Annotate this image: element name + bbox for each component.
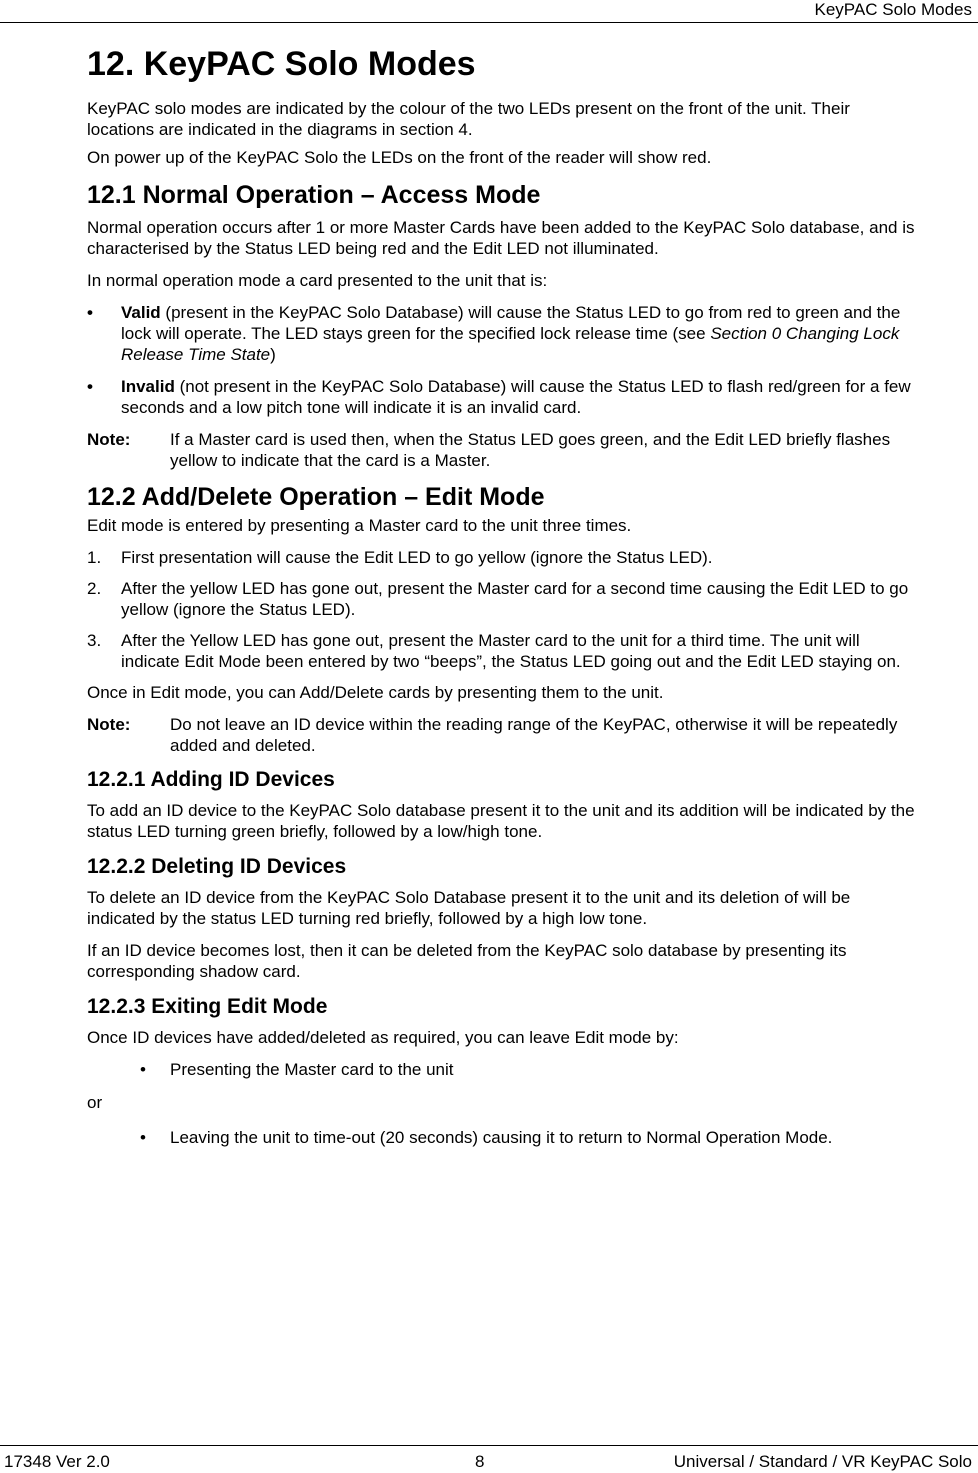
exit-option-bullet <box>87 1127 919 1148</box>
adding-devices-paragraph: To add an ID device to the KeyPAC Solo database present it to the unit and its addition will be indicated by the status LED turning green briefly, followed by a low/high tone. <box>87 801 915 841</box>
section-12-2-heading: 12.2 Add/Delete Operation – Edit Mode <box>87 483 545 511</box>
valid-label: Valid <box>121 303 161 322</box>
step-item <box>87 578 919 620</box>
step-item <box>87 547 919 568</box>
step-number: 1. <box>87 548 102 567</box>
page-title: 12. KeyPAC Solo Modes <box>87 45 476 83</box>
deleting-devices-paragraph: To delete an ID device from the KeyPAC Solo Database present it to the unit and its deletion of will be indicated by the status LED turning red briefly, followed by a high low tone. <box>87 888 851 928</box>
product-name: Universal / Standard / VR KeyPAC Solo <box>673 1452 972 1471</box>
running-header: KeyPAC Solo Modes <box>814 0 972 19</box>
master-card-note <box>87 429 919 471</box>
invalid-label: Invalid <box>121 377 175 396</box>
note-label: Note: <box>87 430 131 449</box>
exit-option-text: Leaving the unit to time-out (20 seconds) causing it to return to Normal Operation Mode. <box>170 1128 833 1147</box>
page-content <box>87 40 919 1160</box>
document-version: 17348 Ver 2.0 <box>4 1452 110 1471</box>
normal-operation-paragraph: Normal operation occurs after 1 or more Master Cards have been added to the KeyPAC Solo database, and is characterised by the Status LED being red and the Edit LED not illuminated. <box>87 218 915 258</box>
page-number: 8 <box>475 1452 485 1471</box>
exit-option-text: Presenting the Master card to the unit <box>170 1060 454 1079</box>
bullet-mark: • <box>87 377 93 396</box>
valid-card-bullet <box>87 302 919 365</box>
section-12-2-3-heading: 12.2.3 Exiting Edit Mode <box>87 995 328 1018</box>
invalid-text: (not present in the KeyPAC Solo Database) will cause the Status LED to flash red/green for a few seconds and a low pitch tone will indicate it is an invalid card. <box>121 377 911 417</box>
invalid-card-bullet <box>87 376 919 418</box>
bullet-mark: • <box>140 1128 146 1147</box>
edit-mode-paragraph: Once in Edit mode, you can Add/Delete cards by presenting them to the unit. <box>87 683 664 702</box>
intro-paragraph-1: KeyPAC solo modes are indicated by the colour of the two LEDs present on the front of the unit. Their locations are indicated in the diagrams in section 4. <box>87 99 850 139</box>
note-label: Note: <box>87 715 131 734</box>
section-12-1-heading: 12.1 Normal Operation – Access Mode <box>87 181 541 209</box>
edit-mode-lead: Edit mode is entered by presenting a Master card to the unit three times. <box>87 516 632 535</box>
step-number: 3. <box>87 631 102 650</box>
section-12-2-1-heading: 12.2.1 Adding ID Devices <box>87 768 335 791</box>
header-divider <box>0 22 978 23</box>
lost-device-paragraph: If an ID device becomes lost, then it can be deleted from the KeyPAC solo database by presenting its corresponding shadow card. <box>87 941 847 981</box>
footer-divider <box>0 1445 978 1446</box>
step-item <box>87 630 919 672</box>
or-separator: or <box>87 1093 103 1112</box>
step-text: After the yellow LED has gone out, present the Master card for a second time causing the Edit LED to go yellow (ignore the Status LED). <box>121 579 909 619</box>
bullet-mark: • <box>140 1060 146 1079</box>
bullet-mark: • <box>87 303 93 322</box>
exit-edit-lead: Once ID devices have added/deleted as required, you can leave Edit mode by: <box>87 1028 679 1047</box>
note-text: Do not leave an ID device within the reading range of the KeyPAC, otherwise it will be repeatedly added and deleted. <box>170 715 898 755</box>
section-12-2-2-heading: 12.2.2 Deleting ID Devices <box>87 855 347 878</box>
step-text: First presentation will cause the Edit LED to go yellow (ignore the Status LED). <box>121 548 713 567</box>
normal-operation-lead: In normal operation mode a card presented to the unit that is: <box>87 271 548 290</box>
exit-option-bullet <box>87 1059 919 1080</box>
valid-text: (present in the KeyPAC Solo Database) will cause the Status LED to go from red to green and the lock will operate. The LED stays green for the specified lock release time (see <box>121 303 901 343</box>
section-reference-link[interactable]: Section 0 Changing Lock Release Time State <box>121 324 900 364</box>
valid-tail: ) <box>270 345 276 364</box>
step-text: After the Yellow LED has gone out, present the Master card to the unit for a third time. The unit will indicate Edit Mode been entered by two “beeps”, the Status LED going out and the Edit LED staying on. <box>121 631 901 671</box>
reading-range-note <box>87 714 919 756</box>
intro-paragraph-2: On power up of the KeyPAC Solo the LEDs on the front of the reader will show red. <box>87 148 712 167</box>
step-number: 2. <box>87 579 102 598</box>
note-text: If a Master card is used then, when the Status LED goes green, and the Edit LED briefly flashes yellow to indicate that the card is a Master. <box>170 430 891 470</box>
